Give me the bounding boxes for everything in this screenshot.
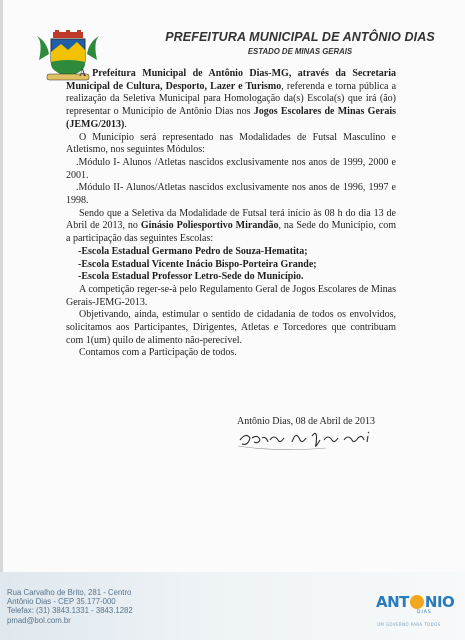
scan-edge xyxy=(0,0,3,640)
school-item: -Escola Estadual Germano Pedro de Souza-Hematita; xyxy=(78,245,308,257)
paragraph-request: Objetivando, ainda, estimular o sentido de cidadania de todos os envolvidos, solicitamos aos Participantes, Dirigentes, Atletas e Torcedores que contribuam com 1(um) quilo de alimento não-perecível. xyxy=(66,309,396,346)
paragraph-schedule: Sendo que a Seletiva da Modalidade de Futsal terá início às 08 h do dia 13 de Abril de 2013, no Ginásio Poliesportivo Mirandão, na Sede do Município, com a participação das seguintes Escolas: xyxy=(66,207,397,245)
paragraph-rules: A competição reger-se-à pelo Regulamento Geral de Jogos Escolares de Minas Gerais-JEMG-2013. xyxy=(66,283,396,308)
footer-logo-tagline: UM GOVERNO PARA TODOS xyxy=(377,622,441,627)
letter-body xyxy=(66,68,396,360)
address-city: Antônio Dias - CEP 35.177-000 xyxy=(7,597,116,607)
footer-logo-sub: DIAS xyxy=(417,610,432,615)
school-item: -Escola Estadual Professor Letro-Sede do Município. xyxy=(78,271,304,283)
letterhead-subtitle: ESTADO DE MINAS GERAIS xyxy=(247,47,353,56)
footer-address xyxy=(7,588,133,625)
signature-icon xyxy=(236,426,386,456)
paragraph-module-1: .Módulo I- Alunos /Atletas nascidos exclusivamente nos anos de 1999, 2000 e 2001. xyxy=(66,156,396,181)
paragraph-closing: Contamos com a Participação de todos. xyxy=(79,347,237,359)
paragraph-intro: A Prefeitura Municipal de Antônio Dias-MG, através da Secretaria Municipal de Cultura, Desporto, Lazer e Turismo, referenda e torna pública a realização da Seletiva Municipal para Homologação da(s) Escola(s) que irá (ão) representar o Município de Antônio Dias nos Jogos Escolares de Minas Gerais (JEMG/2013). xyxy=(66,68,397,130)
paragraph-modalities: O Município será representado nas Modalidades de Futsal Masculino e Atletismo, nos seguintes Módulos: xyxy=(66,131,396,156)
sun-icon xyxy=(410,595,424,609)
address-street: Rua Carvalho de Brito, 281 - Centro xyxy=(7,588,132,597)
school-item: -Escola Estadual Vicente Inácio Bispo-Porteira Grande; xyxy=(78,258,317,270)
paragraph-module-2: .Módulo II- Alunos/Atletas nascidos exclusivamente nos anos de 1996, 1997 e 1998. xyxy=(66,182,396,207)
address-phone: Telefax: (31) 3843.1331 - 3843.1282 xyxy=(7,606,133,616)
dateline: Antônio Dias, 08 de Abril de 2013 xyxy=(237,416,376,427)
address-email: pmad@bol.com.br xyxy=(7,615,71,625)
footer-logo: ANT NIO xyxy=(376,593,455,611)
letterhead-title: PREFEITURA MUNICIPAL DE ANTÔNIO DIAS xyxy=(165,30,435,44)
